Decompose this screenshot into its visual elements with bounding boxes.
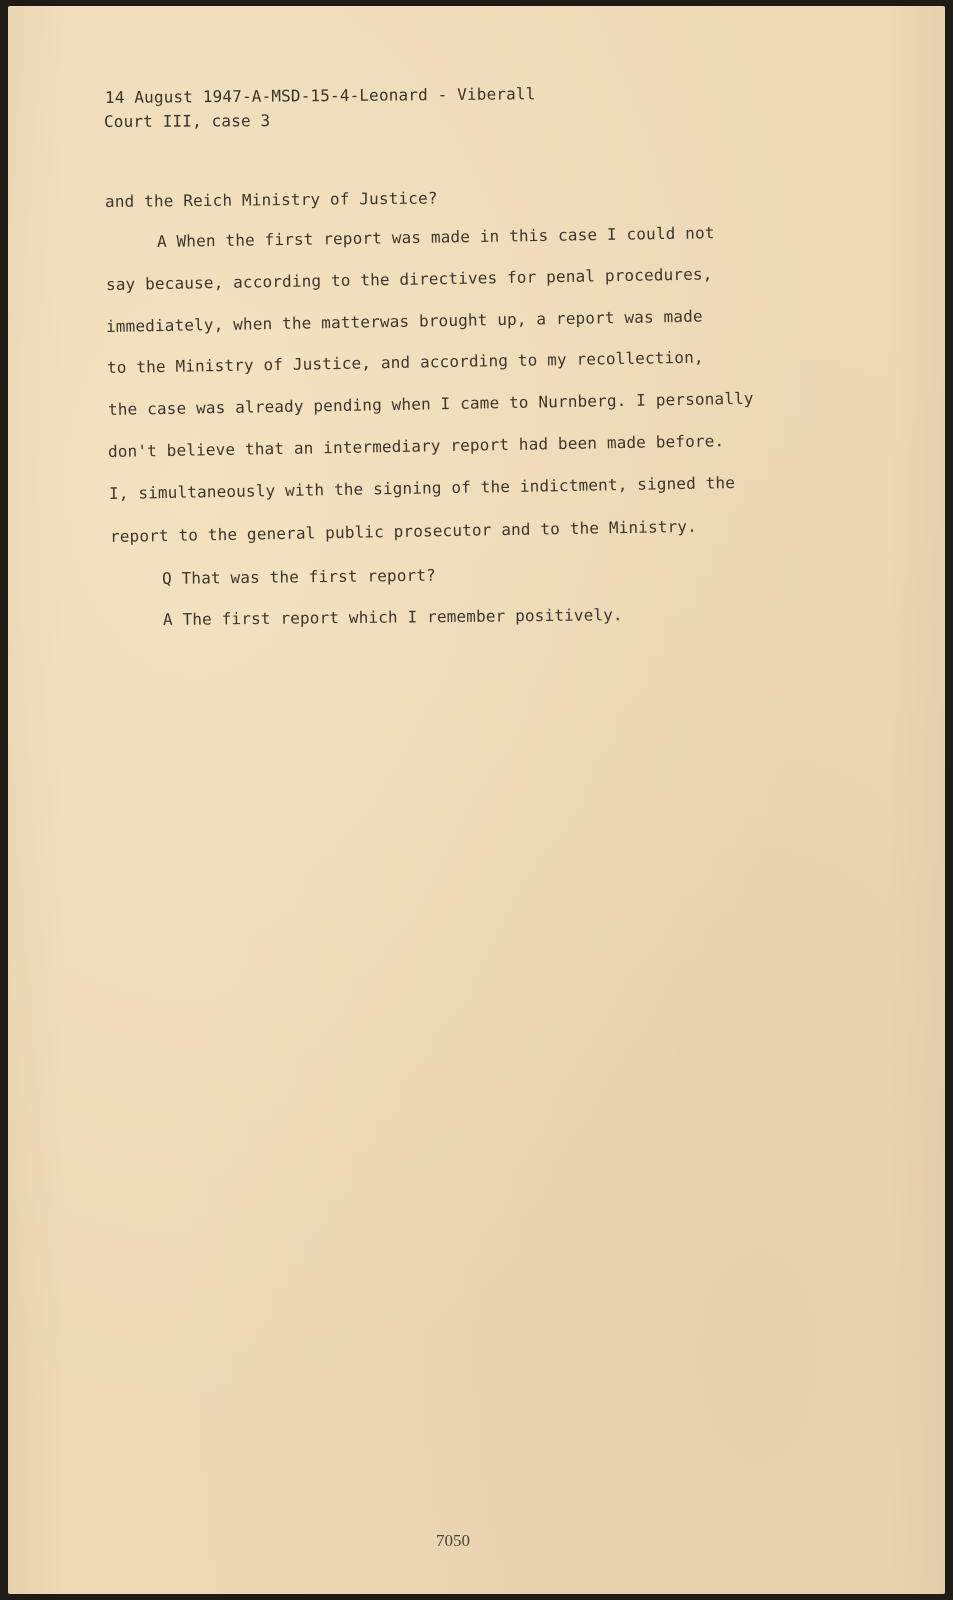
text-line: I, simultaneously with the signing of the indictment, signed the bbox=[108, 473, 736, 503]
text-line: immediately, when the matterwas brought up, a report was made bbox=[105, 306, 703, 336]
text-line: and the Reich Ministry of Justice? bbox=[104, 188, 438, 211]
text-line: say because, according to the directives for penal procedures, bbox=[105, 264, 713, 294]
text-line: don't believe that an intermediary report had been made before. bbox=[107, 431, 725, 461]
text-line: to the Ministry of Justice, and according to my recollection, bbox=[106, 347, 704, 377]
question-line: Q That was the first report? bbox=[161, 565, 437, 588]
header-date-line: 14 August 1947-A-MSD-15-4-Leonard - Viberall bbox=[104, 84, 536, 107]
text-line: A When the first report was made in this case I could not bbox=[156, 223, 715, 251]
page-number: 7050 bbox=[436, 1531, 470, 1550]
answer-line: A The first report which I remember positively. bbox=[162, 605, 623, 629]
text-line: the case was already pending when I came to Nurnberg. I personally bbox=[107, 388, 754, 419]
header-court-line: Court III, case 3 bbox=[103, 111, 271, 131]
text-line: report to the general public prosecutor and to the Ministry. bbox=[109, 516, 698, 546]
